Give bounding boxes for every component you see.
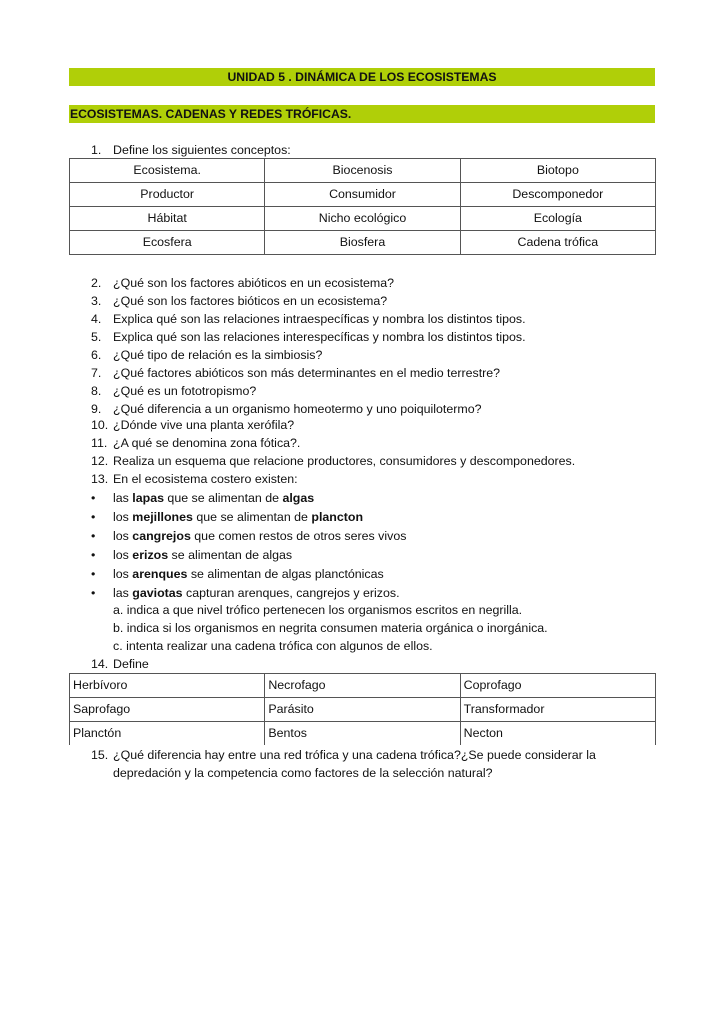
question-text: ¿Qué son los factores bióticos en un ecosistema? — [113, 294, 388, 308]
question-text: ¿Qué diferencia hay entre una red trófica y una cadena trófica?¿Se puede considerar la — [113, 748, 596, 762]
question-12 — [91, 452, 575, 470]
question-14 — [91, 655, 149, 673]
table-row — [70, 207, 656, 231]
organism-name: arenques — [132, 567, 188, 581]
item-text: las — [113, 491, 133, 505]
organism-name: plancton — [311, 510, 364, 524]
question-number: 13. — [91, 472, 109, 486]
table-cell: Transformador — [460, 698, 655, 722]
question-11 — [91, 434, 300, 452]
sub-item-c: c. intenta realizar una cadena trófica con algunos de ellos. — [113, 639, 433, 653]
table-cell: Coprofago — [460, 674, 655, 698]
section-title-bar: ECOSISTEMAS. CADENAS Y REDES TRÓFICAS. — [69, 105, 655, 123]
item-text: se alimentan de algas — [168, 548, 293, 562]
organism-name: algas — [282, 491, 315, 505]
table-cell: Planctón — [70, 722, 265, 746]
question-text: ¿Qué es un fototropismo? — [113, 384, 257, 398]
table-cell: Necton — [460, 722, 655, 746]
concepts-table — [69, 158, 656, 255]
question-number: 6. — [91, 348, 102, 362]
table-cell: Biosfera — [265, 231, 460, 255]
table-cell: Cadena trófica — [460, 231, 655, 255]
question-number: 14. — [91, 657, 109, 671]
bullet-icon: • — [91, 510, 96, 524]
table-cell: Ecosfera — [70, 231, 265, 255]
question-number: 8. — [91, 384, 102, 398]
item-text: los — [113, 548, 133, 562]
question-3 — [91, 292, 387, 310]
item-text: las — [113, 586, 133, 600]
sub-item-b: b. indica si los organismos en negrita consumen materia orgánica o inorgánica. — [113, 621, 548, 635]
question-text: ¿Qué son los factores abióticos en un ecosistema? — [113, 276, 395, 290]
question-number: 2. — [91, 276, 102, 290]
question-text: En el ecosistema costero existen: — [113, 472, 298, 486]
item-text: capturan arenques, cangrejos y erizos. — [182, 586, 400, 600]
question-15 — [91, 746, 596, 764]
table-cell: Saprofago — [70, 698, 265, 722]
list-item — [91, 527, 406, 545]
item-text: se alimentan de algas planctónicas — [187, 567, 384, 581]
question-text: Define — [113, 657, 149, 671]
question-8 — [91, 382, 256, 400]
list-item — [91, 565, 384, 583]
item-text: que se alimentan de — [192, 510, 312, 524]
bullet-icon: • — [91, 491, 96, 505]
question-15-continuation: depredación y la competencia como factores de la selección natural? — [113, 766, 493, 780]
question-5 — [91, 328, 526, 346]
table-cell: Consumidor — [265, 183, 460, 207]
table-cell: Ecología — [460, 207, 655, 231]
item-text: los — [113, 510, 133, 524]
table-row — [70, 159, 656, 183]
table-row — [70, 698, 656, 722]
question-text: Define los siguientes conceptos: — [113, 143, 291, 157]
organism-name: lapas — [132, 491, 164, 505]
sub-item-a: a. indica a que nivel trófico pertenecen los organismos escritos en negrilla. — [113, 603, 523, 617]
table-cell: Nicho ecológico — [265, 207, 460, 231]
list-item — [91, 489, 314, 507]
bullet-icon: • — [91, 567, 96, 581]
item-text: los — [113, 567, 133, 581]
unit-title-bar: UNIDAD 5 . DINÁMICA DE LOS ECOSISTEMAS — [69, 68, 655, 86]
table-row — [70, 674, 656, 698]
item-text: que se alimentan de — [163, 491, 283, 505]
question-number: 9. — [91, 402, 102, 416]
question-6 — [91, 346, 322, 364]
question-text: Explica qué son las relaciones interespecíficas y nombra los distintos tipos. — [113, 330, 526, 344]
question-number: 10. — [91, 418, 109, 432]
question-1 — [91, 141, 291, 159]
organism-name: gaviotas — [132, 586, 183, 600]
table-cell: Biocenosis — [265, 159, 460, 183]
table-row — [70, 722, 656, 746]
question-number: 5. — [91, 330, 102, 344]
list-item — [91, 546, 292, 564]
question-number: 12. — [91, 454, 109, 468]
question-text: ¿Dónde vive una planta xerófila? — [113, 418, 295, 432]
item-text: los — [113, 529, 133, 543]
table-cell: Biotopo — [460, 159, 655, 183]
question-text: ¿Qué diferencia a un organismo homeotermo y uno poiquilotermo? — [113, 402, 482, 416]
question-number: 11. — [91, 436, 108, 450]
question-number: 7. — [91, 366, 102, 380]
organism-name: mejillones — [132, 510, 193, 524]
question-text: ¿A qué se denomina zona fótica?. — [113, 436, 301, 450]
table-row — [70, 183, 656, 207]
bullet-icon: • — [91, 586, 96, 600]
question-2 — [91, 274, 394, 292]
organism-name: cangrejos — [132, 529, 191, 543]
organism-name: erizos — [132, 548, 169, 562]
table-cell: Necrofago — [265, 674, 460, 698]
question-number: 4. — [91, 312, 102, 326]
question-7 — [91, 364, 500, 382]
list-item — [91, 584, 400, 602]
table-cell: Parásito — [265, 698, 460, 722]
table-cell: Herbívoro — [70, 674, 265, 698]
question-number: 15. — [91, 748, 109, 762]
question-number: 3. — [91, 294, 102, 308]
bullet-icon: • — [91, 529, 96, 543]
question-4 — [91, 310, 526, 328]
question-text: ¿Qué tipo de relación es la simbiosis? — [113, 348, 323, 362]
question-text: ¿Qué factores abióticos son más determinantes en el medio terrestre? — [113, 366, 501, 380]
question-text: Realiza un esquema que relacione productores, consumidores y descomponedores. — [113, 454, 576, 468]
question-13 — [91, 470, 298, 488]
table-cell: Descomponedor — [460, 183, 655, 207]
table-cell: Hábitat — [70, 207, 265, 231]
table-row — [70, 231, 656, 255]
define-terms-table — [69, 673, 656, 745]
item-text: que comen restos de otros seres vivos — [190, 529, 407, 543]
table-cell: Productor — [70, 183, 265, 207]
table-cell: Bentos — [265, 722, 460, 746]
list-item — [91, 508, 363, 526]
question-10 — [91, 416, 294, 434]
question-text: Explica qué son las relaciones intraespecíficas y nombra los distintos tipos. — [113, 312, 526, 326]
bullet-icon: • — [91, 548, 96, 562]
table-cell: Ecosistema. — [70, 159, 265, 183]
question-number: 1. — [91, 143, 102, 157]
